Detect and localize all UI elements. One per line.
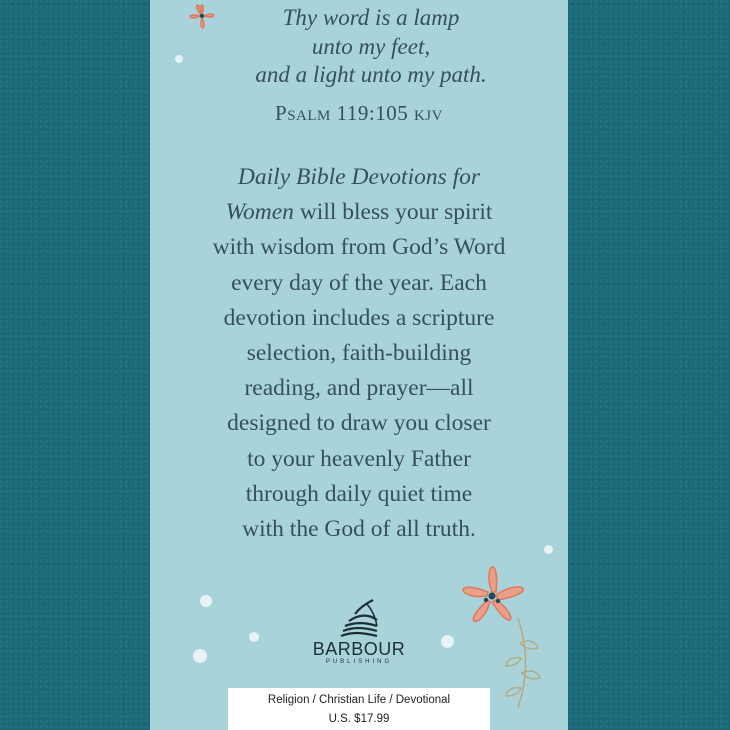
decorative-dot xyxy=(200,595,212,607)
publisher-name: BARBOUR xyxy=(312,639,406,659)
category-label: Religion / Christian Life / Devotional xyxy=(267,694,451,706)
back-cover-panel xyxy=(150,0,568,730)
publisher-subtitle: PUBLISHING xyxy=(325,659,393,665)
description-line: reading, and prayer—all xyxy=(244,375,474,402)
description-line: selection, faith-building xyxy=(246,340,472,367)
publisher-logo xyxy=(309,596,409,665)
book-title: Daily Bible Devotions for xyxy=(237,164,481,190)
description-line: designed to draw you closer xyxy=(227,410,491,437)
description-line: devotion includes a scripture xyxy=(223,304,495,331)
description-line: to your heavenly Father xyxy=(247,445,471,472)
description-line: with the God of all truth. xyxy=(242,516,476,543)
description-text: will bless your spirit xyxy=(293,199,493,226)
verse-reference: Psalm 119:105 kjv xyxy=(275,101,443,125)
book-title: Women xyxy=(225,199,294,226)
decorative-dot xyxy=(249,632,259,642)
price-label: U.S. $17.99 xyxy=(328,713,390,725)
verse-line: Thy word is a lamp xyxy=(282,5,460,30)
verse-line: unto my feet, xyxy=(311,34,431,59)
decorative-dot xyxy=(175,55,183,63)
description-line: every day of the year. Each xyxy=(231,269,487,296)
price-box xyxy=(228,688,490,730)
decorative-dot xyxy=(193,649,207,663)
book-description xyxy=(172,160,546,547)
verse-line: and a light unto my path. xyxy=(255,62,487,87)
open-book-icon xyxy=(337,596,381,640)
description-line: with wisdom from God’s Word xyxy=(212,234,506,261)
description-line: through daily quiet time xyxy=(245,480,473,507)
